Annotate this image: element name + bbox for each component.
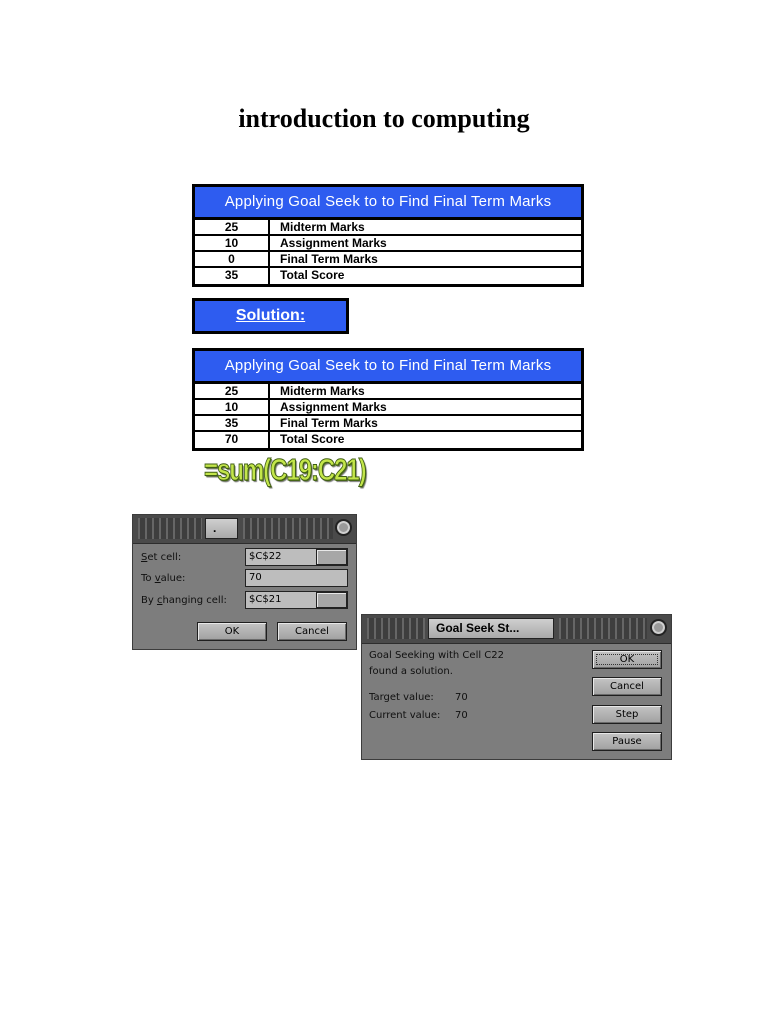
row-label: Final Term Marks: [280, 416, 378, 430]
set-cell-label: Set cell:: [141, 552, 182, 563]
table-row: [195, 268, 581, 284]
table-row: [195, 400, 581, 416]
to-value-field[interactable]: 70: [245, 569, 348, 587]
changing-cell-label: By changing cell:: [141, 595, 227, 606]
status-message-line2: found a solution.: [369, 666, 453, 677]
target-value: 70: [455, 692, 468, 703]
ok-button[interactable]: OK: [592, 650, 662, 669]
dialog-titlebar: [362, 615, 671, 644]
row-value: 10: [195, 400, 270, 414]
ok-button[interactable]: OK: [197, 622, 267, 641]
row-value: 25: [195, 384, 270, 398]
solution-heading: [192, 298, 349, 334]
collapse-dialog-button[interactable]: [316, 592, 347, 608]
goal-seek-dialog: [132, 514, 357, 650]
pause-button[interactable]: Pause: [592, 732, 662, 751]
dialog-title: .: [205, 518, 238, 539]
step-button[interactable]: Step: [592, 705, 662, 724]
table-header: Applying Goal Seek to to Find Final Term Marks: [195, 351, 581, 384]
collapse-dialog-button[interactable]: [316, 549, 347, 565]
table-row: [195, 220, 581, 236]
status-message-line1: Goal Seeking with Cell C22: [369, 650, 505, 661]
row-label: Total Score: [280, 432, 345, 446]
row-label: Total Score: [280, 268, 345, 282]
row-value: 25: [195, 220, 270, 234]
goal-seek-table-solved: [192, 348, 584, 451]
cancel-button[interactable]: Cancel: [592, 677, 662, 696]
changing-cell-field[interactable]: $C$21: [245, 591, 348, 609]
close-icon[interactable]: [650, 619, 667, 636]
table-row: [195, 236, 581, 252]
cancel-button[interactable]: Cancel: [277, 622, 347, 641]
close-icon[interactable]: [335, 519, 352, 536]
row-value: 35: [195, 416, 270, 430]
goal-seek-table-initial: [192, 184, 584, 287]
goal-seek-status-dialog: [361, 614, 672, 760]
current-value-label: Current value:: [369, 710, 441, 721]
row-label: Assignment Marks: [280, 236, 387, 250]
dialog-titlebar: [133, 515, 356, 544]
row-label: Assignment Marks: [280, 400, 387, 414]
formula-wordart: =sum(C19:C21): [204, 452, 366, 487]
set-cell-field[interactable]: $C$22: [245, 548, 348, 566]
to-value-label: To value:: [141, 573, 186, 584]
table-row: [195, 252, 581, 268]
row-label: Final Term Marks: [280, 252, 378, 266]
row-label: Midterm Marks: [280, 384, 365, 398]
table-row: [195, 384, 581, 400]
row-value: 35: [195, 268, 270, 284]
page-title: introduction to computing: [238, 104, 530, 133]
table-row: [195, 416, 581, 432]
row-label: Midterm Marks: [280, 220, 365, 234]
current-value: 70: [455, 710, 468, 721]
row-value: 10: [195, 236, 270, 250]
table-row: [195, 432, 581, 448]
target-value-label: Target value:: [369, 692, 434, 703]
solution-label: Solution:: [235, 307, 306, 324]
row-value: 70: [195, 432, 270, 448]
table-header: Applying Goal Seek to to Find Final Term Marks: [195, 187, 581, 220]
dialog-title: Goal Seek St...: [428, 618, 554, 639]
row-value: 0: [195, 252, 270, 266]
